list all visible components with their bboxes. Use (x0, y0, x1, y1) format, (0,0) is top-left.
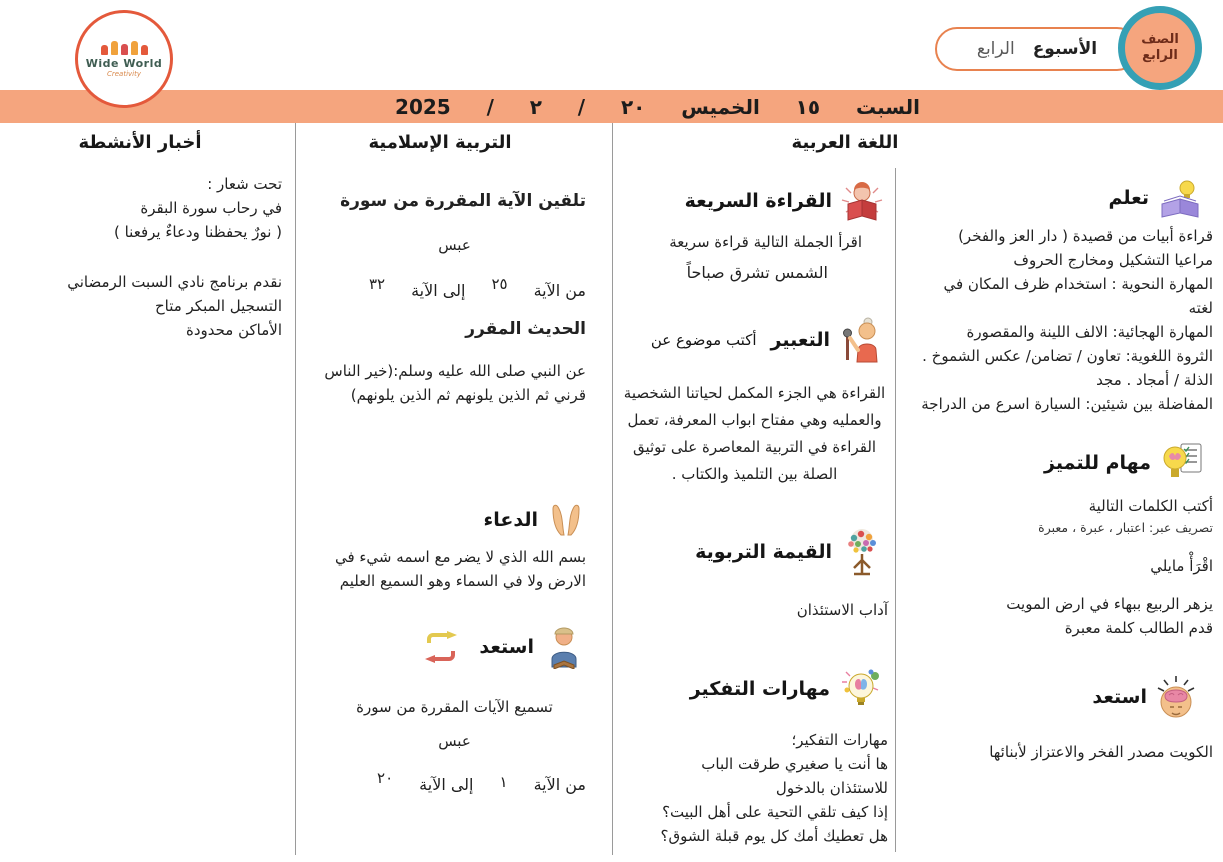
to-ayah-label: إلى الآية (411, 281, 466, 301)
column-title-islamic: التربية الإسلامية (368, 132, 512, 153)
thinking-title: مهارات التفكير (689, 677, 830, 700)
surah-name-2: عبس (438, 732, 471, 751)
thinking-line: هل تعطيك أمك كل يوم قبلة الشوق؟ (660, 826, 888, 845)
grade-value: الرابع (1142, 48, 1178, 63)
date-sep2: / (486, 94, 494, 119)
expression-paragraph: القراءة هي الجزء المكمل لحياتنا الشخصية والعمليه وهي مفتاح ابواب المعرفة، تعمل القراءة في التربية المعاصرة على توثيق الصلة بين التلميذ والكتاب . (623, 383, 886, 483)
activities-line: تحت شعار : (207, 175, 282, 193)
grade-label: الصف (1141, 31, 1179, 47)
learn-line: الثروة اللغوية: تعاون / تضامن/ عكس الشموخ . الذلة / أمجاد . مجد (922, 347, 1213, 389)
from-ayah-label-2: من الآية (533, 775, 586, 795)
thinking-line: إذا كيف تلقي التحية على أهل البيت؟ (662, 802, 888, 821)
activities-line: في رحاب سورة البقرة (140, 199, 282, 217)
thinking-line: للاستئذان بالدخول (775, 778, 888, 797)
date-day1: السبت (855, 94, 920, 119)
ready-section-head-islamic (323, 625, 586, 669)
column-title-activities: أخبار الأنشطة (78, 132, 202, 153)
thinking-bulb-icon (838, 666, 884, 712)
mind-head-icon (1155, 674, 1197, 720)
learn-line: المهارة الهجائية: الالف اللينة والمقصورة (966, 323, 1213, 341)
date-day2: الخميس (681, 94, 760, 119)
column-title-arabic: اللغة العربية (791, 132, 899, 153)
learn-title: تعلم (1108, 187, 1149, 209)
tasmee-line: تسميع الآيات المقررة من سورة (356, 698, 553, 717)
week-label: الأسبوع (1032, 39, 1098, 59)
date-num2: ٢٠ (620, 94, 646, 119)
ready-line-arabic: الكويت مصدر الفخر والاعتزاز لأبنائها (989, 743, 1213, 761)
book-lightbulb-icon (1157, 178, 1203, 218)
activities-line: التسجيل المبكر متاح (154, 297, 282, 315)
activities-line: الأماكن محدودة (185, 321, 282, 339)
ayah-range-row-2 (323, 768, 586, 795)
date-sep1: / (577, 94, 586, 119)
value-tree-icon (840, 528, 884, 576)
to-ayah-number-2: ٢٠ (377, 768, 394, 787)
date-month: ٢ (529, 94, 542, 119)
speed-reading-line1: اقرأ الجملة التالية قراءة سريعة (669, 233, 862, 251)
arabic-right-subcolumn (905, 178, 1213, 764)
dua-text: بسم الله الذي لا يضر مع اسمه شيء في الارض ولا في السماء وهو السميع العليم (334, 548, 586, 591)
tasks-line3: اقْرَأْ مايلي (1150, 557, 1213, 575)
value-line: آداب الاستئذان (796, 600, 888, 619)
hadith-text: عن النبي صلى الله عليه وسلم:(خير الناس قرني ثم الذين يلونهم ثم الذين يلونهم) (324, 362, 586, 405)
thinking-line: مهارات التفكير؛ (791, 730, 888, 749)
expression-subtitle: أكتب موضوع عن (650, 330, 757, 349)
logo-title: Wide World (85, 56, 163, 70)
speaker-woman-icon (838, 316, 884, 364)
tasks-line2: تصريف عبر: اعتبار ، عبرة ، معبرة (1038, 520, 1213, 535)
from-ayah-number: ٢٥ (491, 274, 508, 293)
school-logo (75, 10, 173, 108)
ready-title-arabic: استعد (1092, 686, 1147, 708)
surah-name: عبس (438, 236, 471, 255)
ready-section-head-arabic (917, 674, 1213, 720)
value-title: القيمة التربوية (695, 540, 832, 563)
value-section-head (621, 528, 888, 576)
from-ayah-number-2: ١ (499, 772, 508, 791)
ayah-range-row (323, 274, 586, 301)
activities-line: نقدم برنامج نادي السبت الرمضاني (67, 273, 282, 291)
divider-activities-islamic (295, 123, 296, 855)
tasks-line4: يزهر الربيع ببهاء في ارض المويت (1006, 595, 1213, 613)
praying-hands-icon (546, 503, 586, 537)
learn-line: المهارة النحوية : استخدام ظرف المكان في لغته (943, 275, 1213, 317)
to-ayah-label-2: إلى الآية (419, 775, 474, 795)
from-ayah-label: من الآية (533, 281, 586, 301)
expression-section-head (621, 316, 888, 364)
speed-reading-section-head (621, 180, 888, 222)
tasks-line1: أكتب الكلمات التالية (1088, 497, 1213, 515)
lightbulb-checklist-icon (1159, 442, 1203, 484)
grade-circle (1118, 6, 1202, 90)
reading-boy-icon (542, 625, 586, 669)
expression-title: التعبير (770, 328, 830, 351)
thinking-section-head (621, 666, 888, 712)
learn-section-head (917, 178, 1213, 218)
hadith-title: الحديث المقرر (465, 319, 586, 340)
speed-reading-line2: الشمس تشرق صباحاً (686, 263, 828, 282)
activities-column (10, 172, 288, 342)
arabic-left-subcolumn (613, 180, 888, 848)
week-pill (935, 27, 1139, 71)
learn-line: المفاضلة بين شيئين: السيارة اسرع من الدراجة (921, 395, 1213, 413)
dua-title: الدعاء (483, 509, 538, 532)
date-num1: ١٥ (795, 94, 821, 119)
date-year: 2025 (395, 94, 451, 119)
to-ayah-number: ٣٢ (368, 274, 386, 293)
dua-section-head (323, 503, 586, 537)
activities-line: ( نورٌ يحفظنا ودعاءٌ يرفعنا ) (113, 223, 282, 241)
thinking-line: ها أنت يا صغيري طرقت الباب (701, 754, 888, 773)
ready-title-islamic: استعد (479, 636, 534, 659)
logo-owls-icon (101, 41, 148, 55)
divider-arabic-subcolumns (895, 168, 896, 852)
reading-girl-icon (840, 180, 884, 222)
learn-line: قراءة أبيات من قصيدة ( دار العز والفخر) مراعيا التشكيل ومخارج الحروف (958, 227, 1213, 269)
tasks-section-head (917, 442, 1213, 484)
speed-reading-title: القراءة السريعة (684, 190, 832, 212)
tasks-line5: قدم الطالب كلمة معبرة (1064, 619, 1213, 637)
repeat-arrows-icon (421, 631, 461, 663)
week-value: الرابع (976, 39, 1015, 59)
talqin-title: تلقين الآية المقررة من سورة (340, 191, 586, 211)
logo-subtitle: Creativity (106, 69, 142, 78)
islamic-column (313, 188, 608, 794)
tasks-title: مهام للتميز (1044, 452, 1151, 474)
date-row (395, 90, 920, 123)
